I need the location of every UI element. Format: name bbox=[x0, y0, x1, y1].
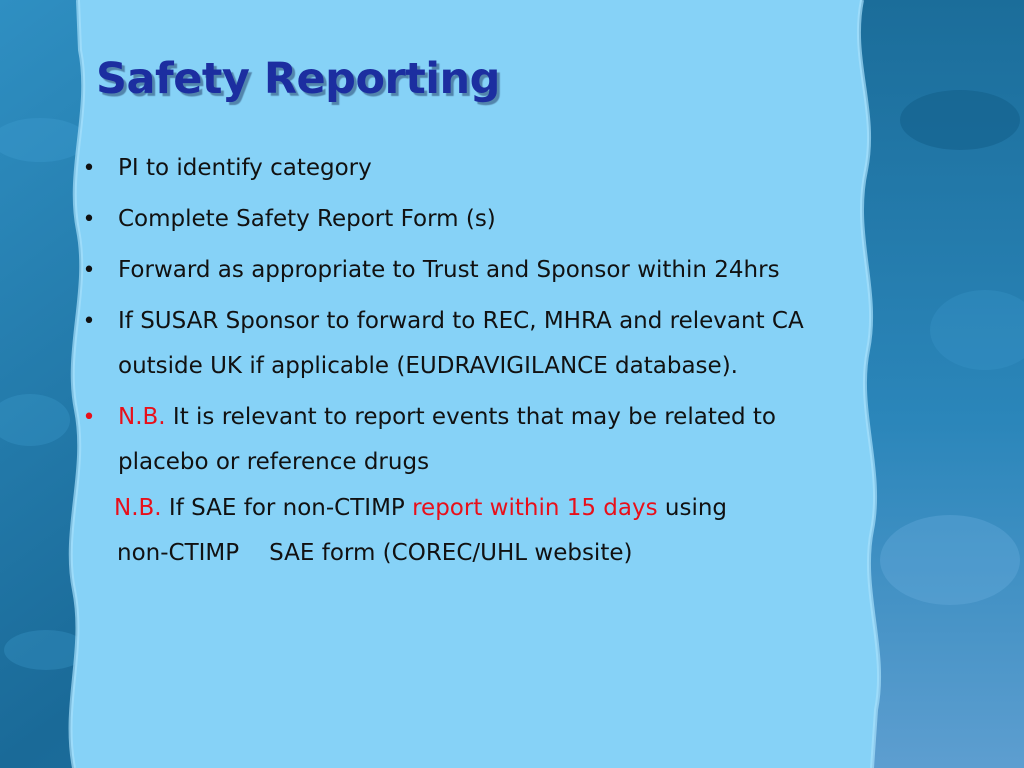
nb-label: N.B. bbox=[118, 404, 166, 430]
bullet-item bbox=[82, 395, 872, 485]
bullet-item bbox=[82, 146, 872, 191]
note-text: If SAE for non-CTIMP bbox=[161, 495, 413, 521]
note-line2-a: non-CTIMP bbox=[117, 540, 240, 566]
bullet-text: If SUSAR Sponsor to forward to REC, MHRA and relevant CA outside UK if applicable (EUDRAVIGILANCE database). bbox=[118, 308, 804, 379]
bullet-item bbox=[82, 197, 872, 242]
bullet-list bbox=[82, 146, 872, 491]
note-line2-b: SAE form (COREC/UHL website) bbox=[269, 540, 633, 566]
bullet-dot-icon: • bbox=[82, 207, 96, 232]
bullet-item bbox=[82, 248, 872, 293]
bullet-text: Complete Safety Report Form (s) bbox=[118, 206, 496, 232]
bullet-dot-icon: • bbox=[82, 405, 96, 430]
slide-title: Safety Reporting bbox=[96, 54, 500, 104]
note-highlight: report within 15 days bbox=[412, 495, 658, 521]
bullet-text: Forward as appropriate to Trust and Sponsor within 24hrs bbox=[118, 257, 780, 283]
nb-note bbox=[114, 486, 857, 576]
bullet-text: PI to identify category bbox=[118, 155, 372, 181]
bullet-dot-icon: • bbox=[82, 156, 96, 181]
bullet-dot-icon: • bbox=[82, 258, 96, 283]
bullet-text: It is relevant to report events that may be related to placebo or reference drugs bbox=[118, 404, 776, 475]
bullet-dot-icon: • bbox=[82, 309, 96, 334]
nb-label: N.B. bbox=[114, 495, 162, 521]
note-text-end: using bbox=[657, 495, 728, 521]
bullet-item bbox=[82, 299, 872, 389]
